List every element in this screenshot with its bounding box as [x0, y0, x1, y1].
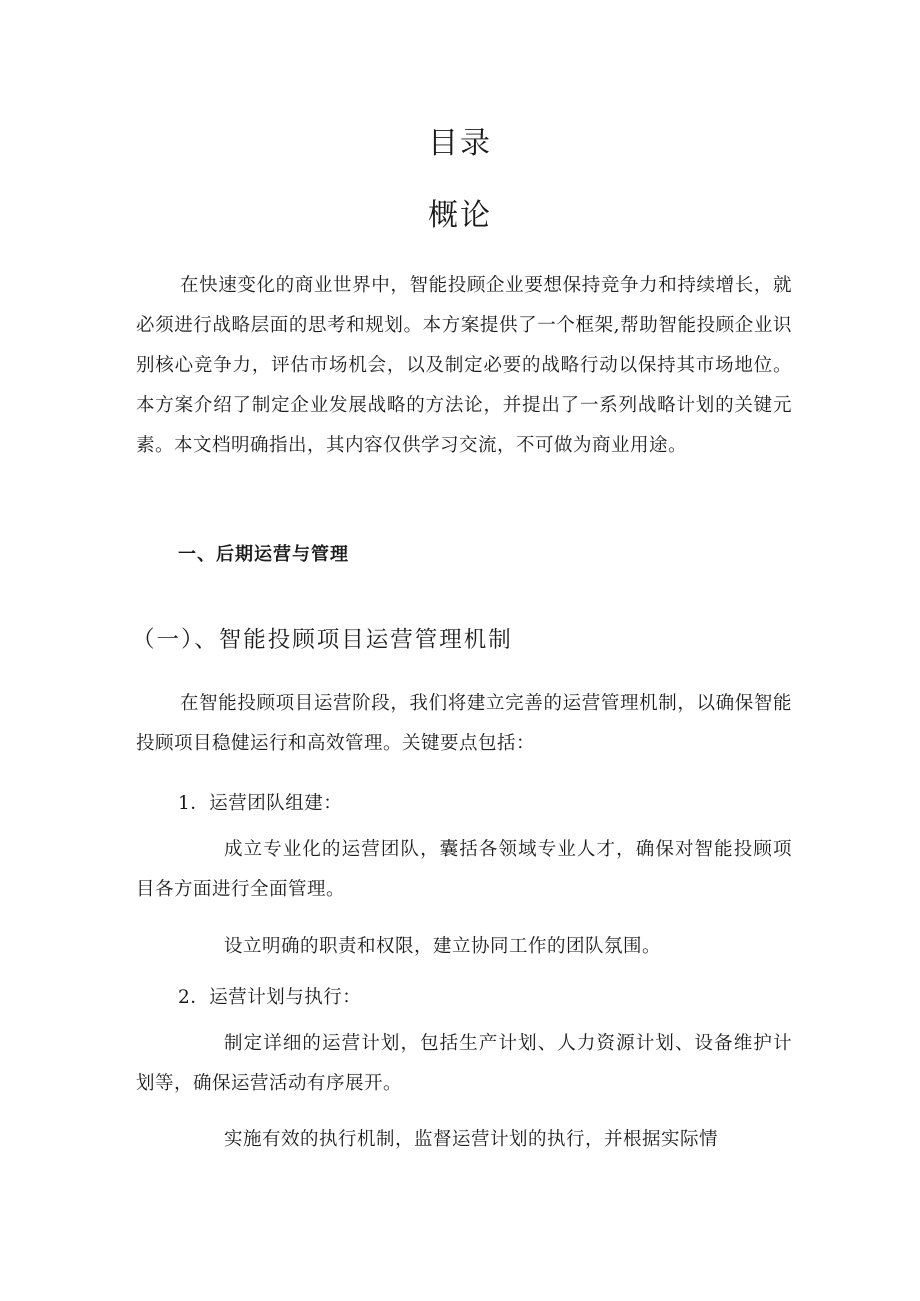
- list-item-point: 制定详细的运营计划，包括生产计划、人力资源计划、设备维护计划等，确保运营活动有序展开。: [136, 1033, 792, 1094]
- mechanism-paragraph: 在智能投顾项目运营阶段，我们将建立完善的运营管理机制，以确保智能投顾项目稳健运行和高效管理。关键要点包括：: [136, 693, 792, 754]
- subsection-heading: （一）、智能投顾项目运营管理机制: [132, 627, 513, 653]
- list-item-label: 1．运营团队组建：: [178, 793, 343, 814]
- section-heading: 一、后期运营与管理: [178, 544, 349, 565]
- list-item-label: 2．运营计划与执行：: [178, 987, 362, 1008]
- list-item-point: 设立明确的职责和权限，建立协同工作的团队氛围。: [224, 936, 662, 957]
- intro-paragraph: 在快速变化的商业世界中，智能投顾企业要想保持竞争力和持续增长，就必须进行战略层面的思考和规划。本方案提供了一个框架,帮助智能投顾企业识别核心竞争力，评估市场机会，以及制定必要的战略行动以保持其市场地位。本方案介绍了制定企业发展战略的方法论，并提出了一系列战略计划的关键元素。本文档明确指出，其内容仅供学习交流，不可做为商业用途。: [136, 275, 792, 456]
- intro-title: 概论: [428, 198, 492, 233]
- list-item-point: 实施有效的执行机制，监督运营计划的执行，并根据实际情: [224, 1129, 719, 1150]
- toc-title: 目录: [428, 126, 492, 161]
- list-item-point: 成立专业化的运营团队，囊括各领域专业人才，确保对智能投顾项目各方面进行全面管理。: [136, 839, 792, 900]
